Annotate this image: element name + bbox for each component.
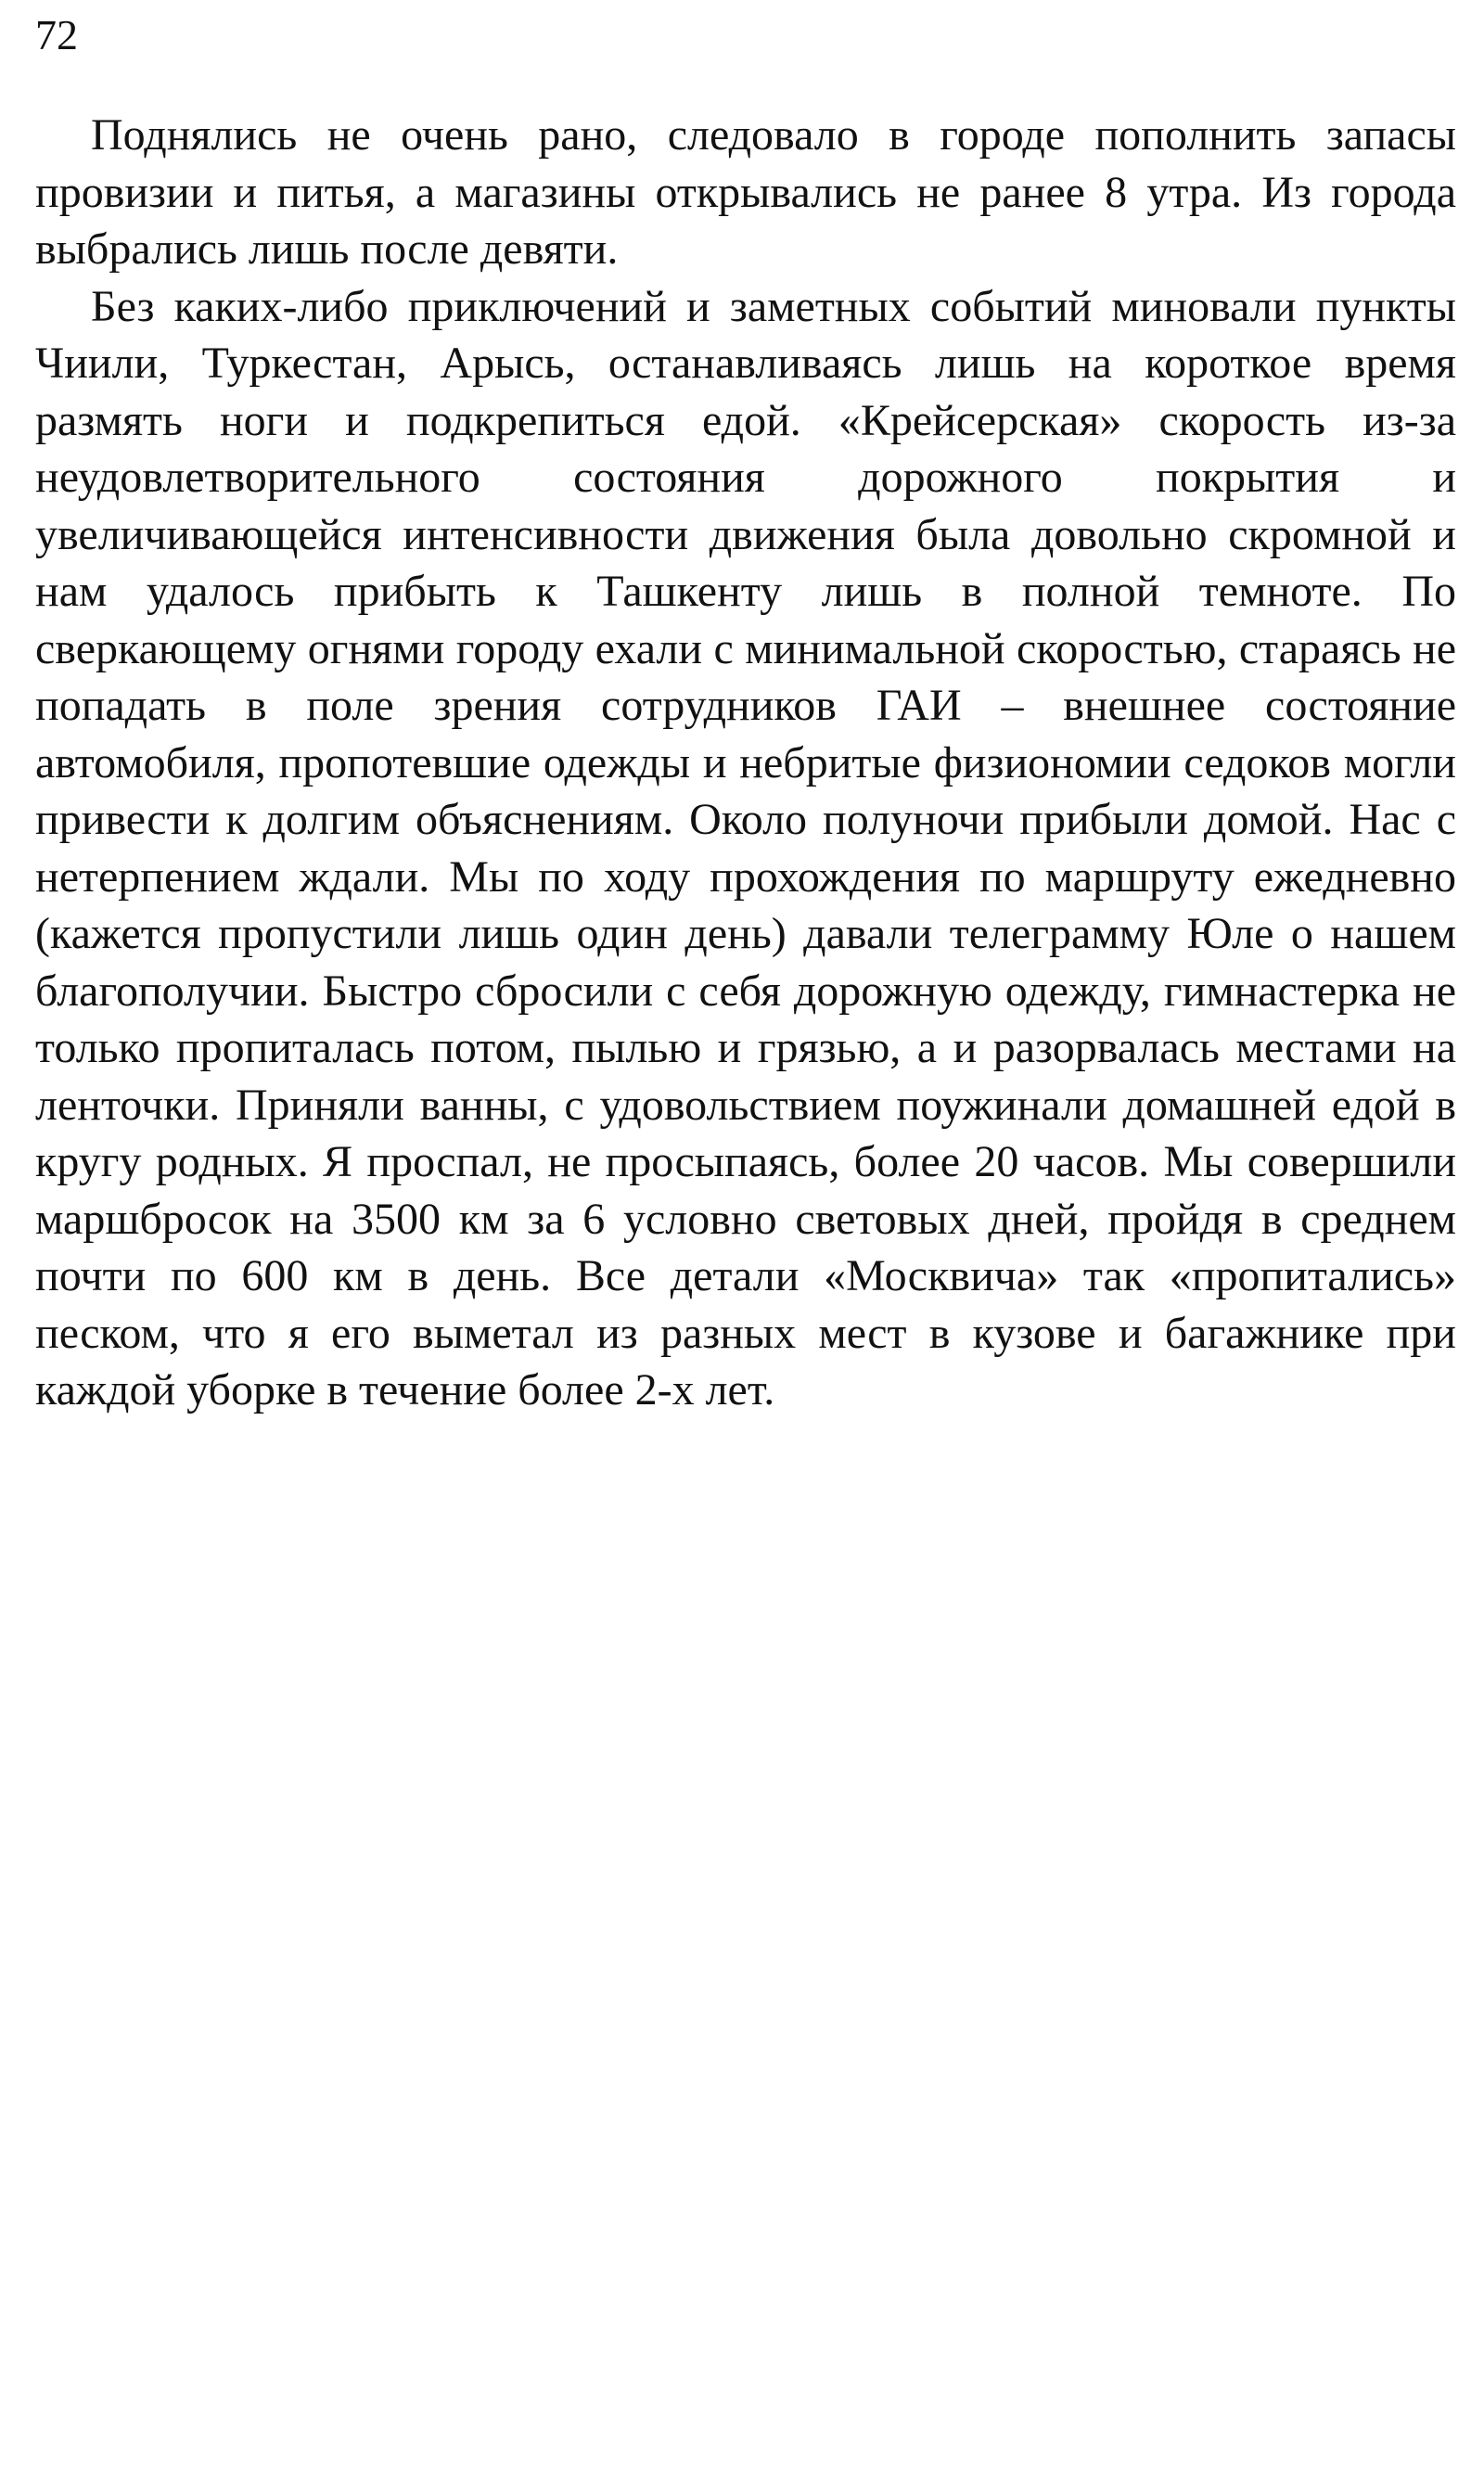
page-number: 72 [35,11,78,58]
paragraph-2: Без каких-либо приключений и заметных событий миновали пункты Чиили, Туркестан, Арысь, останавливаясь лишь на короткое время размять ноги и подкрепиться едой. «Крейсерская» скорость из-за неудовлетворительного состояния дорожного покрытия и увеличивающейся интенсивности движения была довольно скромной и нам удалось прибыть к Ташкенту лишь в полной темноте. По сверкающему огнями городу ехали с минимальной скоростью, стараясь не попадать в поле зрения сотрудников ГАИ – внешнее состояние автомобиля, пропотевшие одежды и небритые физиономии седоков могли привести к долгим объяснениям. Около полуночи прибыли домой. Нас с нетерпением ждали. Мы по ходу прохождения по маршруту ежедневно (кажется пропустили лишь один день) давали телеграмму Юле о нашем благополучии. Быстро сбросили с себя дорожную одежду, гимнастерка не только пропиталась потом, пылью и грязью, а и разорвалась местами на ленточки. Приняли ванны, с удовольствием поужинали домашней едой в кругу родных. Я проспал, не просыпаясь, более 20 часов. Мы совершили маршбросок на 3500 км за 6 условно световых дней, пройдя в среднем почти по 600 км в день. Все детали «Москвича» так «пропитались» песком, что я его выметал из разных мест в кузове и багажнике при каждой уборке в течение более 2-х лет. [35,281,1456,1414]
paragraph-1: Поднялись не очень рано, следовало в городе пополнить запасы провизии и питья, а магазины открывались не ранее 8 утра. Из города выбрались лишь после девяти. [35,110,1456,274]
body-text [35,107,1456,1419]
